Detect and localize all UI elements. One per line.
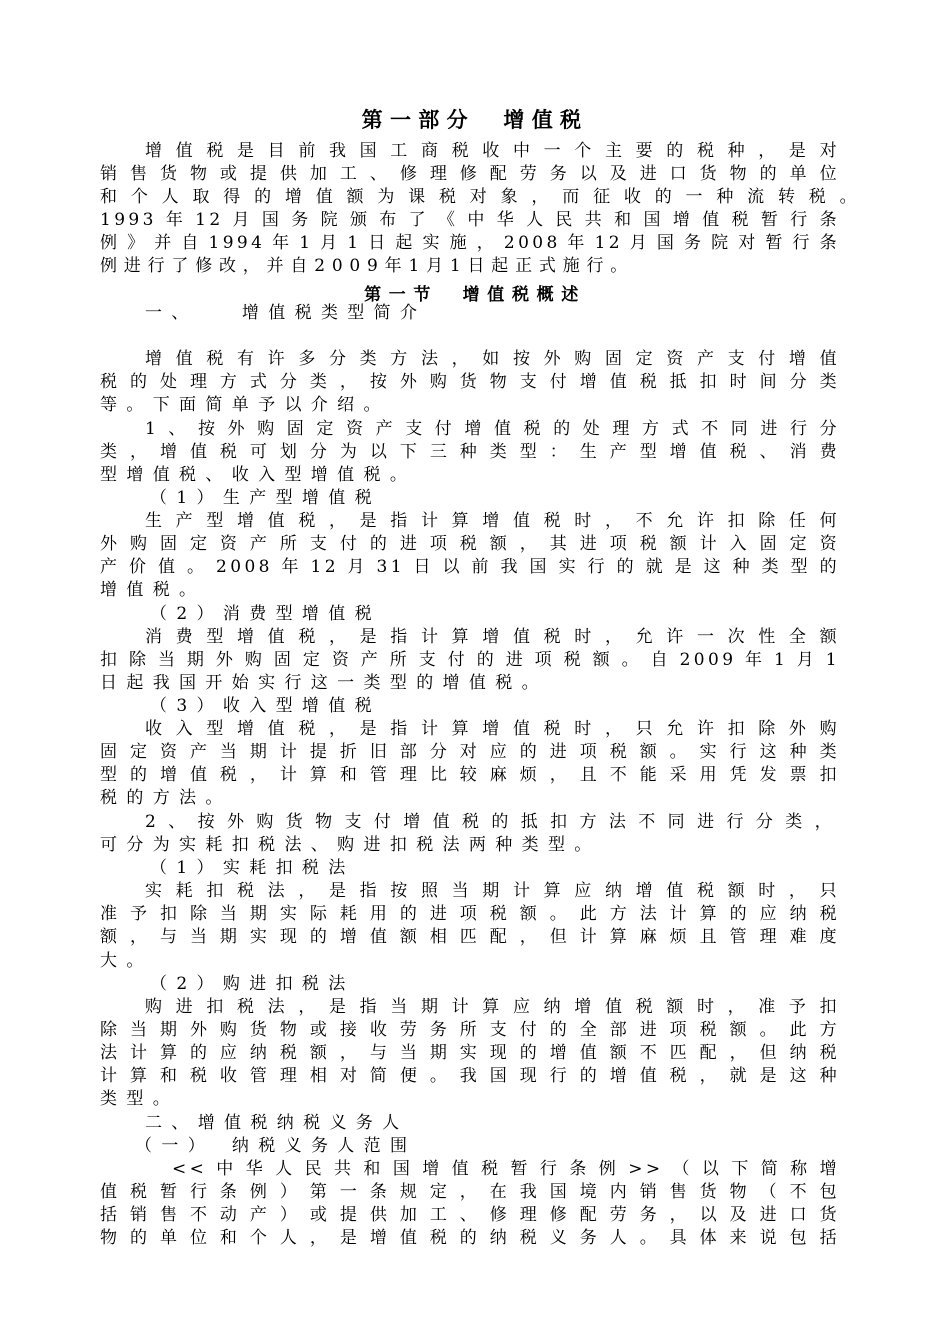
paragraph-line: 增值税有许多分类方法，如按外购固定资产支付增值 [145,349,840,369]
part-title: 第一部分 增值税 [361,107,589,132]
paragraph-line: 固定资产当期计提折旧部分对应的进项税额。实行这种类 [100,742,840,762]
paragraph-line: 生产型增值税，是指计算增值税时，不允许扣除任何 [145,511,840,531]
item-heading: （2）消费型增值税 [150,604,381,624]
paragraph-line: 2、按外购货物支付增值税的抵扣方法不同进行分类， [145,812,835,832]
paragraph-line: 日起我国开始实行这一类型的增值税。 [100,673,548,693]
paragraph-line: 购进扣税法，是指当期计算应纳增值税额时，准予扣 [145,997,840,1017]
paragraph-line: 税的处理方式分类，按外购货物支付增值税抵扣时间分类 [100,372,840,392]
paragraph-line: 和个人取得的增值额为课税对象，而征收的一种流转税。 [100,187,860,207]
paragraph-line: 可分为实耗扣税法、购进扣税法两种类型。 [100,835,601,855]
paragraph-line: 额，与当期实现的增值额相匹配，但计算麻烦且管理难度 [100,927,840,947]
paragraph-line: 括销售不动产）或提供加工、修理修配劳务，以及进口货 [100,1205,840,1225]
item-heading: （3）收入型增值税 [150,696,381,716]
paragraph-line: 1、按外购固定资产支付增值税的处理方式不同进行分 [145,419,840,439]
item-heading: （1）实耗扣税法 [150,858,355,878]
paragraph-line: 型增值税、收入型增值税。 [100,465,417,485]
paragraph-line: 准予扣除当期实际耗用的进项税额。此方法计算的应纳税 [100,904,840,924]
paragraph-line: 法计算的应纳税额，与当期实现的增值额不匹配，但纳税 [100,1043,840,1063]
paragraph-line: 物的单位和个人，是增值税的纳税义务人。具体来说包括 [100,1228,840,1248]
paragraph-line: 例进行了修改，并自2009年1月1日起正式施行。 [100,256,635,276]
paragraph-line: 1993年12月国务院颁布了《中华人民共和国增值税暂行条 [100,210,840,230]
item-heading: （1）生产型增值税 [150,488,381,508]
paragraph-line: 收入型增值税，是指计算增值税时，只允许扣除外购 [145,719,840,739]
item-heading: （一） 纳税义务人范围 [135,1136,417,1156]
subsection-heading: 一、 增值税类型简介 [145,303,427,323]
paragraph-line: 税的方法。 [100,788,232,808]
paragraph-line: 例》并自1994年1月1日起实施，2008年12月国务院对暂行条 [100,233,840,253]
paragraph-line: 扣除当期外购固定资产所支付的进项税额。自2009年1月1 [100,650,840,670]
paragraph-line: 除当期外购货物或接收劳务所支付的全部进项税额。此方 [100,1020,840,1040]
paragraph-line: <<中华人民共和国增值税暂行条例>>（以下简称增 [172,1159,840,1179]
paragraph-line: 消费型增值税，是指计算增值税时，允许一次性全额 [145,627,840,647]
item-heading: （2）购进扣税法 [150,974,355,994]
section-title: 第一节 增值税概述 [364,285,586,305]
paragraph-line: 大。 [100,951,153,971]
paragraph-line: 计算和税收管理相对简便。我国现行的增值税，就是这种 [100,1066,840,1086]
paragraph-line: 型的增值税，计算和管理比较麻烦，且不能采用凭发票扣 [100,765,840,785]
subsection-heading: 二、增值税纳税义务人 [145,1113,409,1133]
paragraph-line: 外购固定资产所支付的进项税额，其进项税额计入固定资 [100,534,840,554]
paragraph-line: 值税暂行条例）第一条规定，在我国境内销售货物（不包 [100,1182,840,1202]
paragraph-line: 增值税是目前我国工商税收中一个主要的税种，是对 [145,141,840,161]
paragraph-line: 等。下面简单予以介绍。 [100,395,390,415]
paragraph-line: 增值税。 [100,580,206,600]
paragraph-line: 产价值。2008年12月31日以前我国实行的就是这种类型的 [100,557,840,577]
paragraph-line: 类，增值税可划分为以下三种类型：生产型增值税、消费 [100,442,840,462]
paragraph-line: 类型。 [100,1089,180,1109]
paragraph-line: 实耗扣税法，是指按照当期计算应纳增值税额时，只 [145,881,840,901]
paragraph-line: 销售货物或提供加工、修理修配劳务以及进口货物的单位 [100,164,840,184]
